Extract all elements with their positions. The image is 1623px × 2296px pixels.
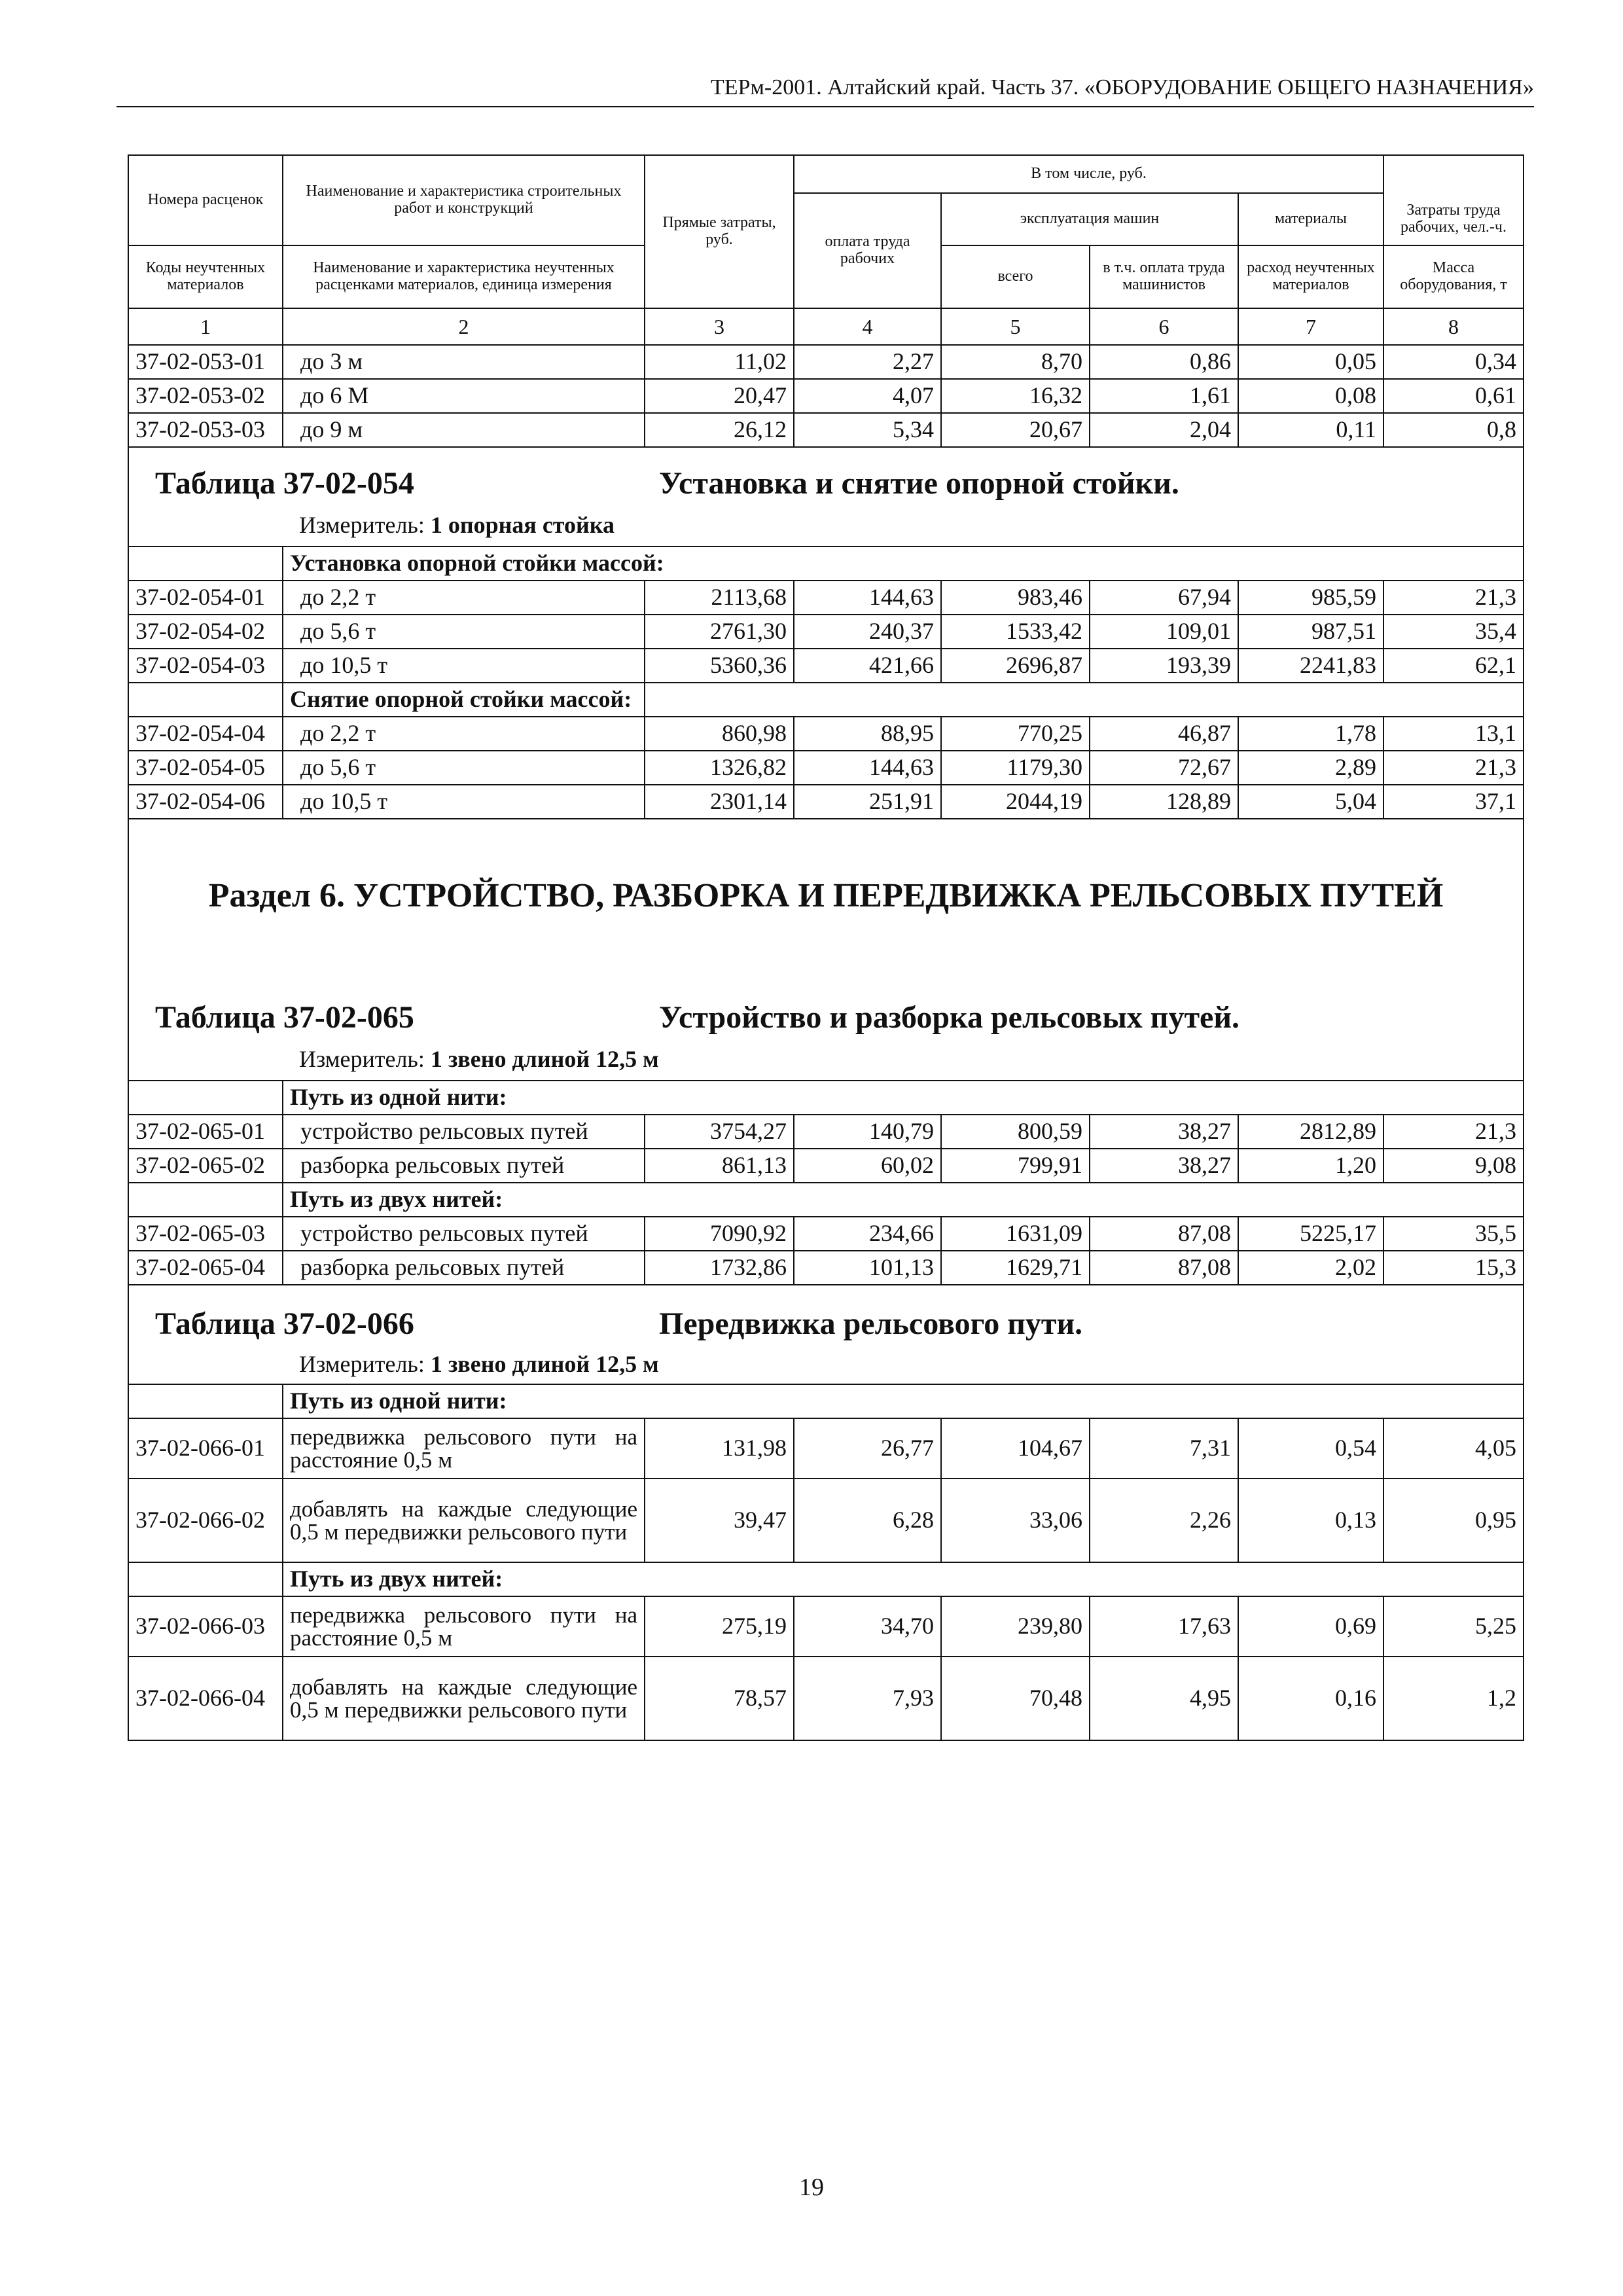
direct-costs: 39,47 bbox=[645, 1479, 794, 1562]
rate-code: 37-02-065-02 bbox=[128, 1149, 283, 1183]
machines-total: 983,46 bbox=[941, 581, 1090, 615]
table-title: Таблица 37-02-065 bbox=[155, 1000, 414, 1035]
materials: 5225,17 bbox=[1238, 1217, 1383, 1251]
materials: 0,08 bbox=[1238, 379, 1383, 413]
rate-code: 37-02-053-03 bbox=[128, 413, 283, 447]
operator-pay: 7,31 bbox=[1090, 1418, 1238, 1479]
direct-costs: 11,02 bbox=[645, 345, 794, 379]
operator-pay: 38,27 bbox=[1090, 1149, 1238, 1183]
header-including: В том числе, руб. bbox=[794, 155, 1383, 193]
column-number: 8 bbox=[1383, 308, 1524, 345]
rate-name: передвижка рельсового пути на расстояние 0,5 м bbox=[283, 1596, 645, 1657]
direct-costs: 3754,27 bbox=[645, 1115, 794, 1149]
rate-code: 37-02-065-03 bbox=[128, 1217, 283, 1251]
page-number: 19 bbox=[799, 2174, 824, 2201]
direct-costs: 275,19 bbox=[645, 1596, 794, 1657]
table-description: Установка и снятие опорной стойки. bbox=[659, 466, 1179, 501]
labor-hours: 62,1 bbox=[1383, 649, 1524, 683]
category-row bbox=[128, 1081, 1524, 1115]
rate-code: 37-02-054-06 bbox=[128, 785, 283, 819]
machines-total: 239,80 bbox=[941, 1596, 1090, 1657]
rate-code: 37-02-054-03 bbox=[128, 649, 283, 683]
table-row bbox=[128, 649, 1524, 683]
rate-code: 37-02-054-02 bbox=[128, 615, 283, 649]
rate-code: 37-02-065-04 bbox=[128, 1251, 283, 1285]
materials: 0,16 bbox=[1238, 1657, 1383, 1740]
table-row bbox=[128, 413, 1524, 447]
labor-hours: 0,34 bbox=[1383, 345, 1524, 379]
direct-costs: 1732,86 bbox=[645, 1251, 794, 1285]
category-label: Путь из одной нити: bbox=[283, 1384, 1524, 1418]
rate-code: 37-02-054-05 bbox=[128, 751, 283, 785]
machines-total: 33,06 bbox=[941, 1479, 1090, 1562]
operator-pay: 128,89 bbox=[1090, 785, 1238, 819]
table-054-heading bbox=[128, 447, 1524, 547]
rate-code: 37-02-066-02 bbox=[128, 1479, 283, 1562]
machines-total: 20,67 bbox=[941, 413, 1090, 447]
table-row bbox=[128, 1596, 1524, 1657]
header-operator-pay: в т.ч. оплата труда машинистов bbox=[1090, 245, 1238, 308]
labor-pay: 2,27 bbox=[794, 345, 941, 379]
labor-hours: 1,2 bbox=[1383, 1657, 1524, 1740]
table-row bbox=[128, 1418, 1524, 1479]
labor-hours: 21,3 bbox=[1383, 751, 1524, 785]
rates-table bbox=[128, 154, 1524, 1741]
rate-name: добавлять на каждые следующие 0,5 м передвижки рельсового пути bbox=[283, 1479, 645, 1562]
materials: 2812,89 bbox=[1238, 1115, 1383, 1149]
labor-pay: 251,91 bbox=[794, 785, 941, 819]
header-work-name: Наименование и характеристика строительных работ и конструкций bbox=[283, 155, 645, 245]
rate-code: 37-02-066-03 bbox=[128, 1596, 283, 1657]
category-row bbox=[128, 547, 1524, 581]
labor-hours: 35,4 bbox=[1383, 615, 1524, 649]
table-row bbox=[128, 1217, 1524, 1251]
table-066-heading bbox=[128, 1285, 1524, 1384]
table-title: Таблица 37-02-066 bbox=[155, 1306, 414, 1341]
category-label: Установка опорной стойки массой: bbox=[283, 547, 1524, 581]
section-6-heading bbox=[128, 819, 1524, 1081]
operator-pay: 109,01 bbox=[1090, 615, 1238, 649]
labor-pay: 101,13 bbox=[794, 1251, 941, 1285]
category-label: Путь из одной нити: bbox=[283, 1081, 1524, 1115]
labor-hours: 0,8 bbox=[1383, 413, 1524, 447]
labor-hours: 4,05 bbox=[1383, 1418, 1524, 1479]
table-description: Передвижка рельсового пути. bbox=[659, 1306, 1083, 1341]
labor-pay: 5,34 bbox=[794, 413, 941, 447]
column-number: 6 bbox=[1090, 308, 1238, 345]
materials: 0,11 bbox=[1238, 413, 1383, 447]
rate-code: 37-02-066-04 bbox=[128, 1657, 283, 1740]
rate-name: устройство рельсовых путей bbox=[283, 1217, 645, 1251]
machines-total: 8,70 bbox=[941, 345, 1090, 379]
table-row bbox=[128, 1657, 1524, 1740]
rate-name: до 3 м bbox=[283, 345, 645, 379]
table-row bbox=[128, 1115, 1524, 1149]
table-row bbox=[128, 345, 1524, 379]
category-row bbox=[128, 1384, 1524, 1418]
table-header bbox=[128, 155, 1524, 345]
operator-pay: 46,87 bbox=[1090, 717, 1238, 751]
labor-hours: 0,61 bbox=[1383, 379, 1524, 413]
labor-pay: 6,28 bbox=[794, 1479, 941, 1562]
machines-total: 799,91 bbox=[941, 1149, 1090, 1183]
direct-costs: 2301,14 bbox=[645, 785, 794, 819]
materials: 987,51 bbox=[1238, 615, 1383, 649]
machines-total: 1533,42 bbox=[941, 615, 1090, 649]
header-materials: материалы bbox=[1238, 193, 1383, 245]
operator-pay: 87,08 bbox=[1090, 1217, 1238, 1251]
direct-costs: 26,12 bbox=[645, 413, 794, 447]
rate-name: до 10,5 т bbox=[283, 649, 645, 683]
rate-name: до 2,2 т bbox=[283, 717, 645, 751]
category-row bbox=[128, 1183, 1524, 1217]
direct-costs: 2761,30 bbox=[645, 615, 794, 649]
materials: 1,78 bbox=[1238, 717, 1383, 751]
operator-pay: 2,04 bbox=[1090, 413, 1238, 447]
rate-name: до 5,6 т bbox=[283, 615, 645, 649]
table-row bbox=[128, 379, 1524, 413]
operator-pay: 38,27 bbox=[1090, 1115, 1238, 1149]
header-direct-costs: Прямые затраты, руб. bbox=[645, 155, 794, 308]
rate-name: разборка рельсовых путей bbox=[283, 1149, 645, 1183]
section-title: Раздел 6. УСТРОЙСТВО, РАЗБОРКА И ПЕРЕДВИЖКА РЕЛЬСОВЫХ ПУТЕЙ bbox=[208, 877, 1444, 914]
operator-pay: 0,86 bbox=[1090, 345, 1238, 379]
labor-pay: 144,63 bbox=[794, 581, 941, 615]
table-row bbox=[128, 1149, 1524, 1183]
rate-code: 37-02-054-04 bbox=[128, 717, 283, 751]
operator-pay: 1,61 bbox=[1090, 379, 1238, 413]
table-row bbox=[128, 751, 1524, 785]
direct-costs: 131,98 bbox=[645, 1418, 794, 1479]
table-description: Устройство и разборка рельсовых путей. bbox=[659, 1000, 1240, 1035]
operator-pay: 4,95 bbox=[1090, 1657, 1238, 1740]
header-labor-hours: Затраты труда рабочих, чел.-ч. bbox=[1383, 193, 1524, 245]
labor-hours: 9,08 bbox=[1383, 1149, 1524, 1183]
materials: 0,13 bbox=[1238, 1479, 1383, 1562]
rate-code: 37-02-065-01 bbox=[128, 1115, 283, 1149]
labor-pay: 4,07 bbox=[794, 379, 941, 413]
table-row bbox=[128, 1479, 1524, 1562]
labor-pay: 26,77 bbox=[794, 1418, 941, 1479]
table-title: Таблица 37-02-054 bbox=[155, 466, 414, 501]
labor-hours: 21,3 bbox=[1383, 581, 1524, 615]
rate-code: 37-02-053-01 bbox=[128, 345, 283, 379]
page-header: ТЕРм-2001. Алтайский край. Часть 37. «ОБОРУДОВАНИЕ ОБЩЕГО НАЗНАЧЕНИЯ» bbox=[116, 69, 1534, 107]
machines-total: 70,48 bbox=[941, 1657, 1090, 1740]
labor-hours: 35,5 bbox=[1383, 1217, 1524, 1251]
column-number: 7 bbox=[1238, 308, 1383, 345]
operator-pay: 72,67 bbox=[1090, 751, 1238, 785]
direct-costs: 5360,36 bbox=[645, 649, 794, 683]
table-row bbox=[128, 1251, 1524, 1285]
labor-hours: 37,1 bbox=[1383, 785, 1524, 819]
machines-total: 1629,71 bbox=[941, 1251, 1090, 1285]
rate-name: передвижка рельсового пути на расстояние 0,5 м bbox=[283, 1418, 645, 1479]
labor-pay: 88,95 bbox=[794, 717, 941, 751]
rate-name: до 2,2 т bbox=[283, 581, 645, 615]
operator-pay: 67,94 bbox=[1090, 581, 1238, 615]
rate-code: 37-02-054-01 bbox=[128, 581, 283, 615]
category-label: Путь из двух нитей: bbox=[283, 1183, 1524, 1217]
rate-name: добавлять на каждые следующие 0,5 м передвижки рельсового пути bbox=[283, 1657, 645, 1740]
materials: 5,04 bbox=[1238, 785, 1383, 819]
operator-pay: 87,08 bbox=[1090, 1251, 1238, 1285]
table-measure: Измеритель: 1 опорная стойка bbox=[299, 512, 615, 538]
column-number: 2 bbox=[283, 308, 645, 345]
table-row bbox=[128, 785, 1524, 819]
labor-pay: 60,02 bbox=[794, 1149, 941, 1183]
direct-costs: 78,57 bbox=[645, 1657, 794, 1740]
rate-name: до 10,5 т bbox=[283, 785, 645, 819]
operator-pay: 17,63 bbox=[1090, 1596, 1238, 1657]
machines-total: 770,25 bbox=[941, 717, 1090, 751]
category-label: Снятие опорной стойки массой: bbox=[283, 683, 645, 717]
direct-costs: 1326,82 bbox=[645, 751, 794, 785]
table-row bbox=[128, 581, 1524, 615]
materials: 2,02 bbox=[1238, 1251, 1383, 1285]
materials: 2,89 bbox=[1238, 751, 1383, 785]
direct-costs: 7090,92 bbox=[645, 1217, 794, 1251]
materials: 0,05 bbox=[1238, 345, 1383, 379]
materials: 2241,83 bbox=[1238, 649, 1383, 683]
rate-code: 37-02-053-02 bbox=[128, 379, 283, 413]
header-material-names: Наименование и характеристика неучтенных расценками материалов, единица измерения bbox=[283, 245, 645, 308]
machines-total: 2044,19 bbox=[941, 785, 1090, 819]
materials: 985,59 bbox=[1238, 581, 1383, 615]
table-measure: Измеритель: 1 звено длиной 12,5 м bbox=[299, 1351, 659, 1377]
labor-pay: 144,63 bbox=[794, 751, 941, 785]
materials: 0,54 bbox=[1238, 1418, 1383, 1479]
labor-pay: 240,37 bbox=[794, 615, 941, 649]
rate-name: до 5,6 т bbox=[283, 751, 645, 785]
machines-total: 16,32 bbox=[941, 379, 1090, 413]
rate-name: устройство рельсовых путей bbox=[283, 1115, 645, 1149]
labor-pay: 421,66 bbox=[794, 649, 941, 683]
header-labor-pay: оплата труда рабочих bbox=[794, 193, 941, 308]
direct-costs: 860,98 bbox=[645, 717, 794, 751]
rate-name: до 6 М bbox=[283, 379, 645, 413]
category-row bbox=[128, 1562, 1524, 1596]
machines-total: 1179,30 bbox=[941, 751, 1090, 785]
labor-hours: 21,3 bbox=[1383, 1115, 1524, 1149]
rate-code: 37-02-066-01 bbox=[128, 1418, 283, 1479]
header-material-codes: Коды неучтенных материалов bbox=[128, 245, 283, 308]
rate-name: разборка рельсовых путей bbox=[283, 1251, 645, 1285]
labor-hours: 13,1 bbox=[1383, 717, 1524, 751]
labor-hours: 0,95 bbox=[1383, 1479, 1524, 1562]
header-equipment-mass: Масса оборудования, т bbox=[1383, 245, 1524, 308]
column-number: 4 bbox=[794, 308, 941, 345]
header-machines: эксплуатация машин bbox=[941, 193, 1238, 245]
table-row bbox=[128, 615, 1524, 649]
header-unaccounted-materials: расход неучтенных материалов bbox=[1238, 245, 1383, 308]
materials: 1,20 bbox=[1238, 1149, 1383, 1183]
header-machines-total: всего bbox=[941, 245, 1090, 308]
header-blank bbox=[1383, 155, 1524, 193]
table-row bbox=[128, 717, 1524, 751]
machines-total: 2696,87 bbox=[941, 649, 1090, 683]
machines-total: 800,59 bbox=[941, 1115, 1090, 1149]
table-body bbox=[128, 345, 1524, 1740]
labor-hours: 15,3 bbox=[1383, 1251, 1524, 1285]
labor-pay: 34,70 bbox=[794, 1596, 941, 1657]
direct-costs: 2113,68 bbox=[645, 581, 794, 615]
direct-costs: 20,47 bbox=[645, 379, 794, 413]
machines-total: 1631,09 bbox=[941, 1217, 1090, 1251]
labor-pay: 7,93 bbox=[794, 1657, 941, 1740]
rate-name: до 9 м bbox=[283, 413, 645, 447]
column-number: 3 bbox=[645, 308, 794, 345]
column-number: 1 bbox=[128, 308, 283, 345]
labor-pay: 140,79 bbox=[794, 1115, 941, 1149]
category-label: Путь из двух нитей: bbox=[283, 1562, 1524, 1596]
category-row bbox=[128, 683, 1524, 717]
machines-total: 104,67 bbox=[941, 1418, 1090, 1479]
labor-hours: 5,25 bbox=[1383, 1596, 1524, 1657]
table-measure: Измеритель: 1 звено длиной 12,5 м bbox=[299, 1046, 659, 1072]
header-rate-numbers: Номера расценок bbox=[128, 155, 283, 245]
operator-pay: 193,39 bbox=[1090, 649, 1238, 683]
materials: 0,69 bbox=[1238, 1596, 1383, 1657]
direct-costs: 861,13 bbox=[645, 1149, 794, 1183]
operator-pay: 2,26 bbox=[1090, 1479, 1238, 1562]
labor-pay: 234,66 bbox=[794, 1217, 941, 1251]
column-number: 5 bbox=[941, 308, 1090, 345]
